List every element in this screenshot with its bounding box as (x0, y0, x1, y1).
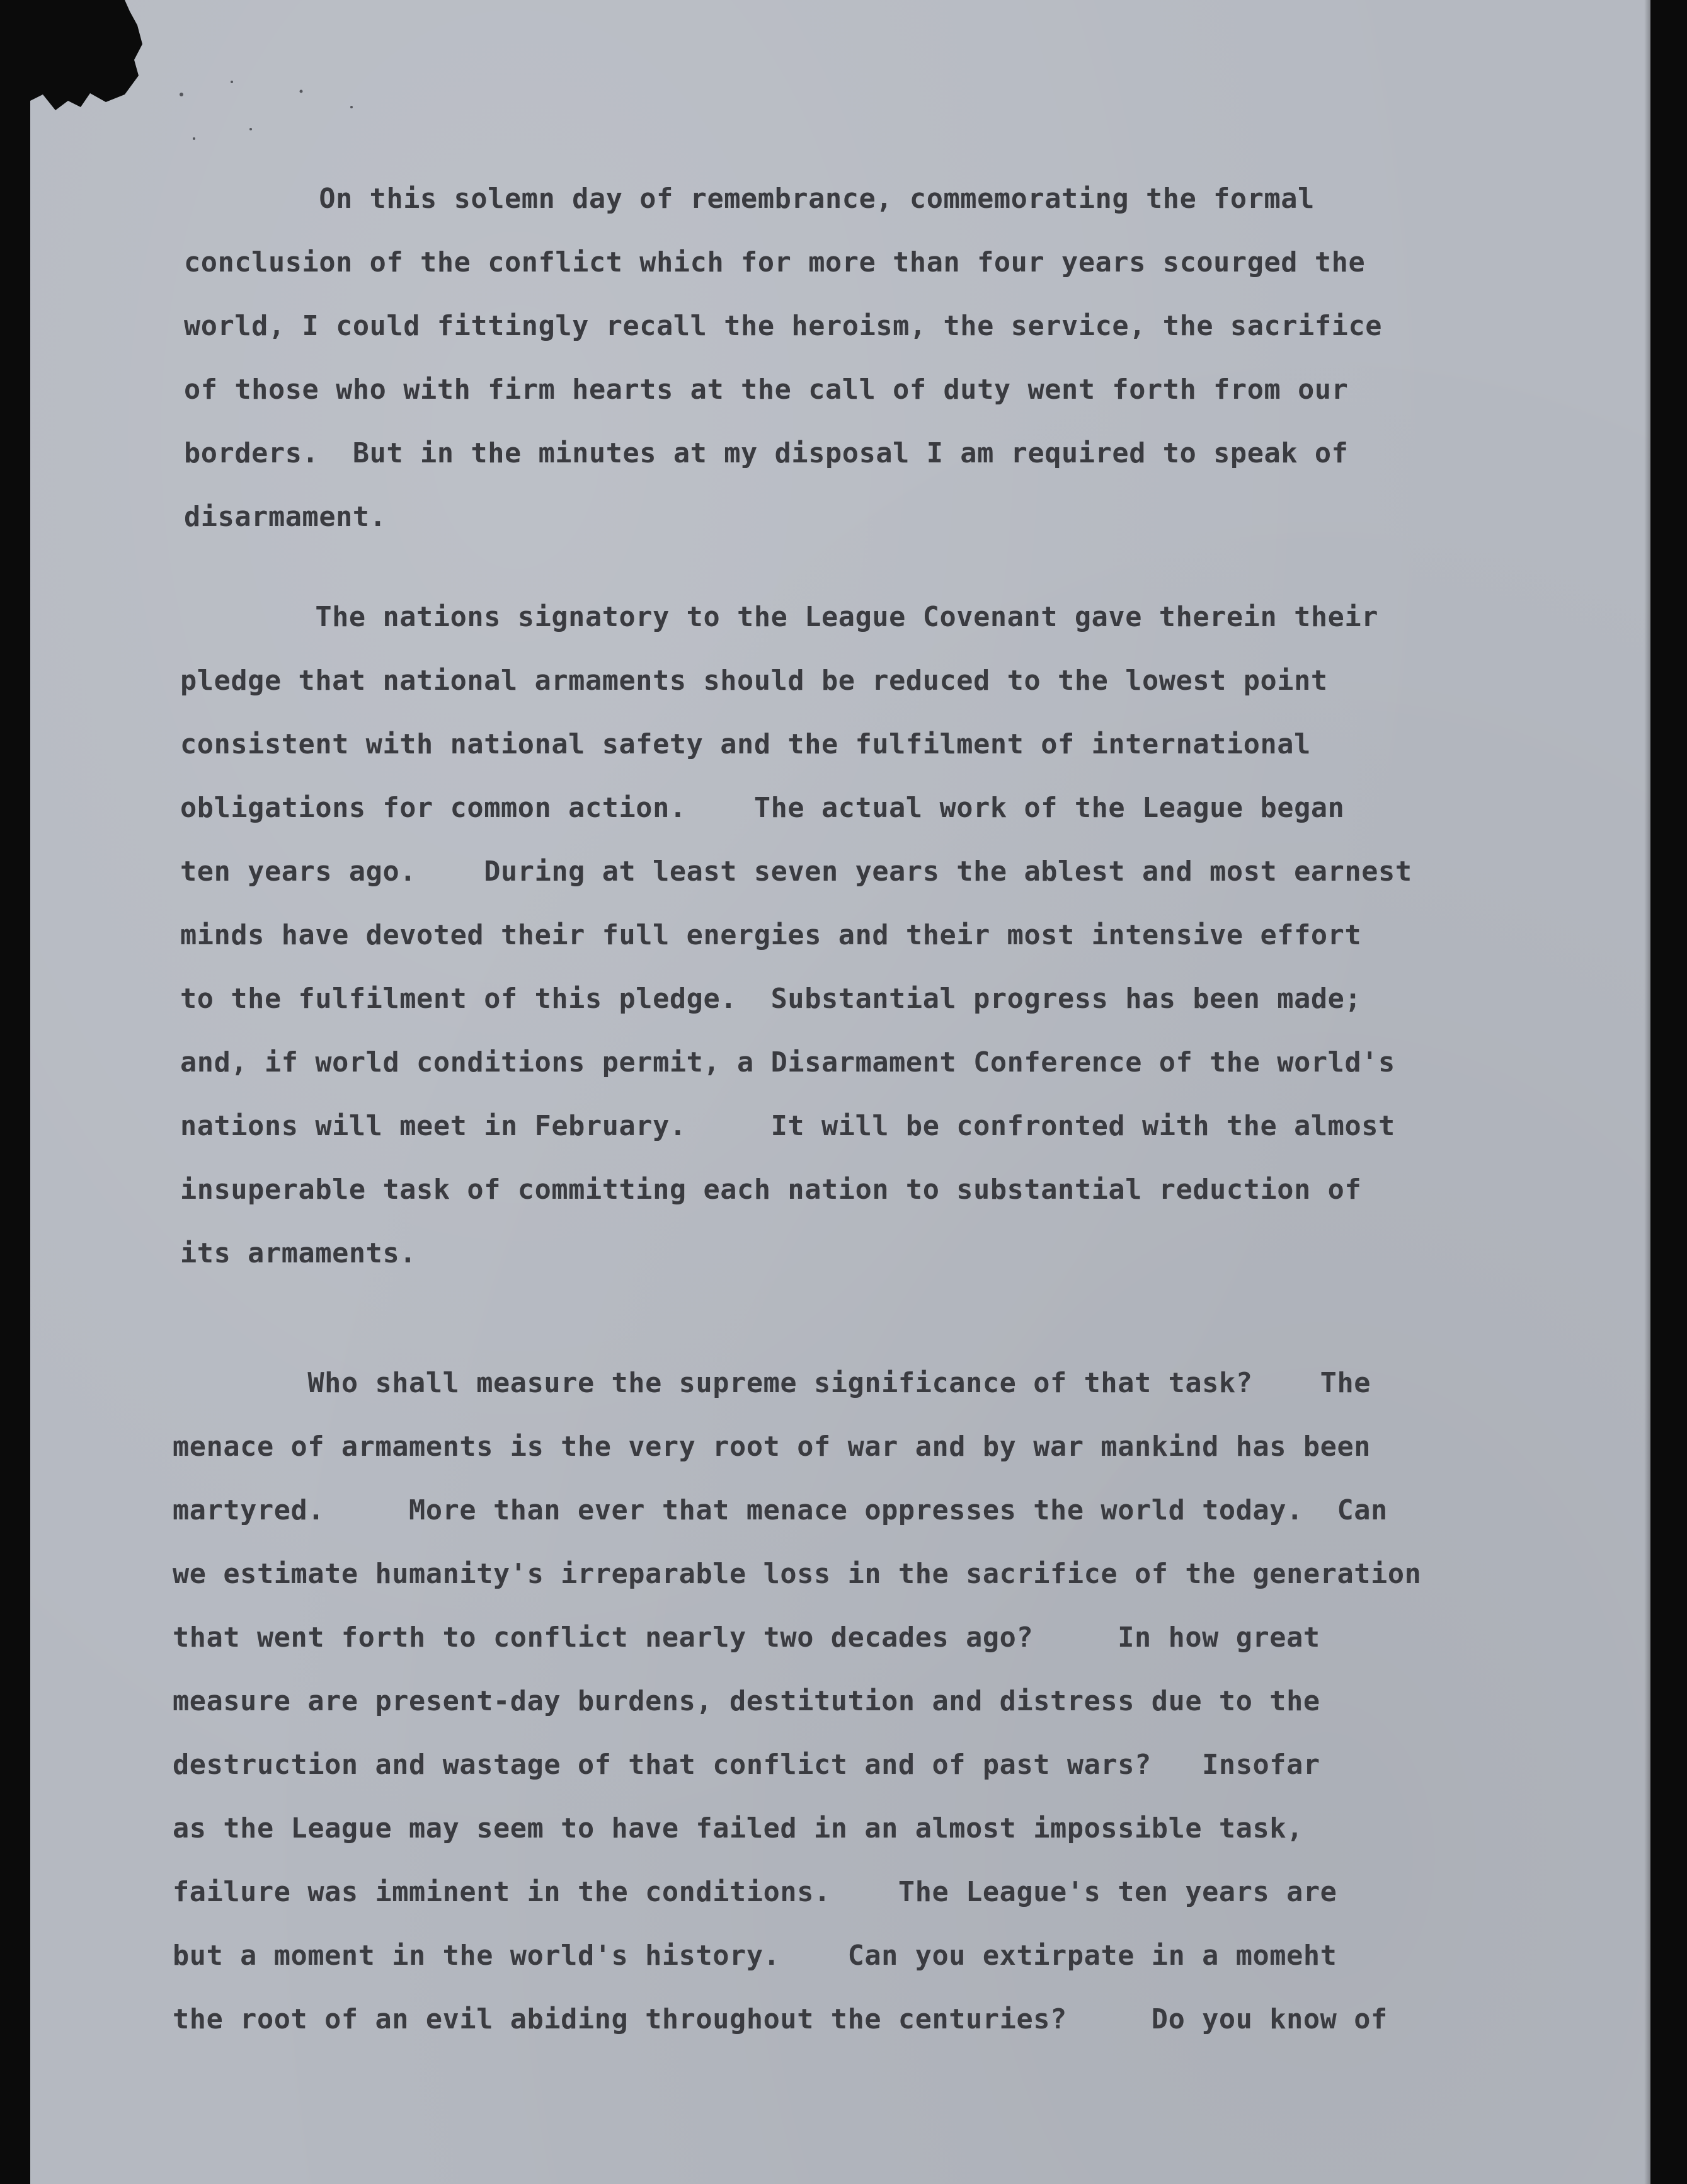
text-line: of those who with firm hearts at the call of duty went forth from our (184, 374, 1349, 406)
text-line: the root of an evil abiding throughout the centuries? Do you know of (173, 2004, 1388, 2035)
torn-corner (30, 0, 150, 126)
text-line: pledge that national armaments should be reduced to the lowest point (180, 665, 1328, 697)
text-line: but a moment in the world's history. Can you extirpate in a momeht (173, 1940, 1337, 1972)
text-line: ten years ago. During at least seven years the ablest and most earnest (180, 856, 1412, 888)
text-line: consistent with national safety and the fulfilment of international (180, 729, 1311, 760)
text-line: and, if world conditions permit, a Disarmament Conference of the world's (180, 1047, 1395, 1078)
page-edge-shadow (1644, 0, 1650, 2184)
paragraph-3 (173, 1352, 1421, 2052)
paragraph-2 (180, 586, 1412, 1286)
text-line: On this solemn day of remembrance, commemorating the formal (184, 183, 1315, 215)
text-line: martyred. More than ever that menace oppresses the world today. Can (173, 1495, 1388, 1526)
text-line: minds have devoted their full energies and their most intensive effort (180, 920, 1362, 951)
text-line: obligations for common action. The actual work of the League began (180, 792, 1345, 824)
text-line: that went forth to conflict nearly two decades ago? In how great (173, 1622, 1320, 1654)
text-line: The nations signatory to the League Covenant gave therein their (180, 602, 1379, 633)
text-line: world, I could fittingly recall the heroism, the service, the sacrifice (184, 311, 1383, 342)
text-line: Who shall measure the supreme significance of that task? The (173, 1368, 1371, 1399)
typed-page (30, 0, 1650, 2184)
text-line: conclusion of the conflict which for more than four years scourged the (184, 247, 1366, 278)
text-line: we estimate humanity's irreparable loss in the sacrifice of the generation (173, 1558, 1422, 1590)
text-line: disarmament. (184, 501, 387, 533)
text-line: insuperable task of committing each nation to substantial reduction of (180, 1174, 1362, 1206)
text-line: failure was imminent in the conditions. The League's ten years are (173, 1877, 1337, 1908)
text-line: nations will meet in February. It will be confronted with the almost (180, 1111, 1395, 1142)
text-line: its armaments. (180, 1238, 417, 1269)
paragraph-1 (184, 168, 1382, 549)
text-line: borders. But in the minutes at my disposal I am required to speak of (184, 438, 1349, 469)
text-line: measure are present-day burdens, destitution and distress due to the (173, 1686, 1320, 1717)
paper-specks (156, 69, 396, 176)
text-line: as the League may seem to have failed in an almost impossible task, (173, 1813, 1303, 1844)
text-line: menace of armaments is the very root of war and by war mankind has been (173, 1431, 1371, 1463)
text-line: destruction and wastage of that conflict and of past wars? Insofar (173, 1749, 1320, 1781)
text-line: to the fulfilment of this pledge. Substantial progress has been made; (180, 983, 1362, 1015)
